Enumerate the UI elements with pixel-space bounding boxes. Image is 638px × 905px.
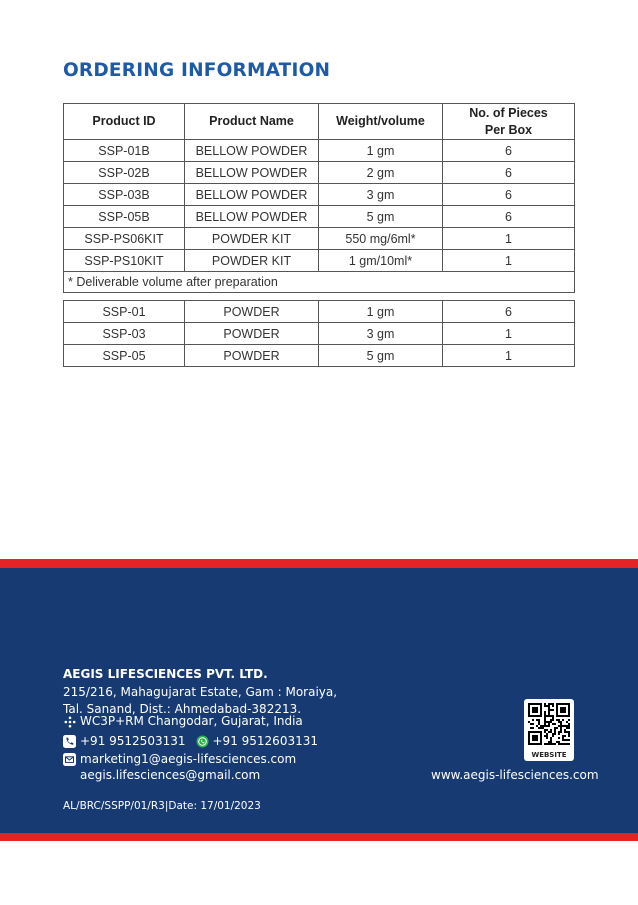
table-row <box>64 301 575 323</box>
header-pieces-per-box: No. of Pieces Per Box <box>443 104 575 140</box>
table-note-row <box>64 272 575 293</box>
qr-code-icon <box>528 703 570 745</box>
table-row <box>64 250 575 272</box>
plus-code: WC3P+RM Changodar, Gujarat, India <box>80 714 303 728</box>
table-footnote: * Deliverable volume after preparation <box>64 272 575 293</box>
cell-weight: 1 gm <box>319 140 443 162</box>
website-qr-code[interactable] <box>524 699 574 761</box>
document-reference: AL/BRC/SSPP/01/R3|Date: 17/01/2023 <box>63 800 261 812</box>
table-row <box>64 162 575 184</box>
table-row <box>64 140 575 162</box>
cell-product-name: POWDER KIT <box>185 250 319 272</box>
email-address-2[interactable]: aegis.lifesciences@gmail.com <box>80 768 261 782</box>
cell-product-name: BELLOW POWDER <box>185 206 319 228</box>
cell-pieces: 6 <box>443 184 575 206</box>
location-dots-icon <box>63 715 76 728</box>
header-product-id: Product ID <box>64 104 185 140</box>
ordering-table <box>63 103 575 293</box>
cell-product-name: BELLOW POWDER <box>185 162 319 184</box>
powder-table <box>63 300 575 367</box>
cell-weight: 2 gm <box>319 162 443 184</box>
cell-pieces: 6 <box>443 206 575 228</box>
table-row <box>64 323 575 345</box>
cell-product-id: SSP-PS06KIT <box>64 228 185 250</box>
cell-pieces: 1 <box>443 323 575 345</box>
email-line <box>63 751 296 768</box>
phone-number[interactable]: +91 9512503131 <box>80 734 186 748</box>
table-row <box>64 206 575 228</box>
red-band-bottom <box>0 833 638 841</box>
header-weight-volume: Weight/volume <box>319 104 443 140</box>
company-name: AEGIS LIFESCIENCES PVT. LTD. <box>63 667 268 681</box>
cell-weight: 5 gm <box>319 345 443 367</box>
phone-icon <box>63 735 76 748</box>
cell-product-id: SSP-05B <box>64 206 185 228</box>
cell-product-id: SSP-02B <box>64 162 185 184</box>
page-title: ORDERING INFORMATION <box>63 60 331 81</box>
qr-label: WEBSITE <box>531 751 567 759</box>
plus-code-line <box>63 713 303 730</box>
header-product-name: Product Name <box>185 104 319 140</box>
cell-weight: 550 mg/6ml* <box>319 228 443 250</box>
cell-product-id: SSP-03B <box>64 184 185 206</box>
whatsapp-number[interactable]: +91 9512603131 <box>212 734 318 748</box>
cell-pieces: 1 <box>443 228 575 250</box>
cell-product-name: POWDER <box>185 323 319 345</box>
address-line-1: 215/216, Mahagujarat Estate, Gam : Moraiya, <box>63 685 338 699</box>
cell-weight: 5 gm <box>319 206 443 228</box>
phone-line <box>63 733 318 750</box>
cell-weight: 1 gm/10ml* <box>319 250 443 272</box>
table-row <box>64 345 575 367</box>
table-row <box>64 184 575 206</box>
cell-product-id: SSP-01B <box>64 140 185 162</box>
table-row <box>64 228 575 250</box>
cell-product-name: POWDER <box>185 301 319 323</box>
cell-pieces: 1 <box>443 250 575 272</box>
red-band-top <box>0 559 638 568</box>
cell-weight: 3 gm <box>319 184 443 206</box>
whatsapp-icon <box>196 735 209 748</box>
cell-product-name: BELLOW POWDER <box>185 184 319 206</box>
cell-pieces: 6 <box>443 162 575 184</box>
cell-weight: 1 gm <box>319 301 443 323</box>
cell-product-name: POWDER KIT <box>185 228 319 250</box>
address-line-2: Tal. Sanand, Dist.: Ahmedabad-382213. <box>63 702 302 716</box>
email-address-1[interactable]: marketing1@aegis-lifesciences.com <box>80 752 297 766</box>
cell-weight: 3 gm <box>319 323 443 345</box>
cell-pieces: 6 <box>443 140 575 162</box>
table-header-row <box>64 104 575 140</box>
cell-product-id: SSP-03 <box>64 323 185 345</box>
cell-product-name: BELLOW POWDER <box>185 140 319 162</box>
cell-pieces: 1 <box>443 345 575 367</box>
cell-pieces: 6 <box>443 301 575 323</box>
website-link[interactable]: www.aegis-lifesciences.com <box>431 768 599 782</box>
cell-product-id: SSP-05 <box>64 345 185 367</box>
cell-product-id: SSP-01 <box>64 301 185 323</box>
cell-product-name: POWDER <box>185 345 319 367</box>
email-icon <box>63 753 76 766</box>
cell-product-id: SSP-PS10KIT <box>64 250 185 272</box>
